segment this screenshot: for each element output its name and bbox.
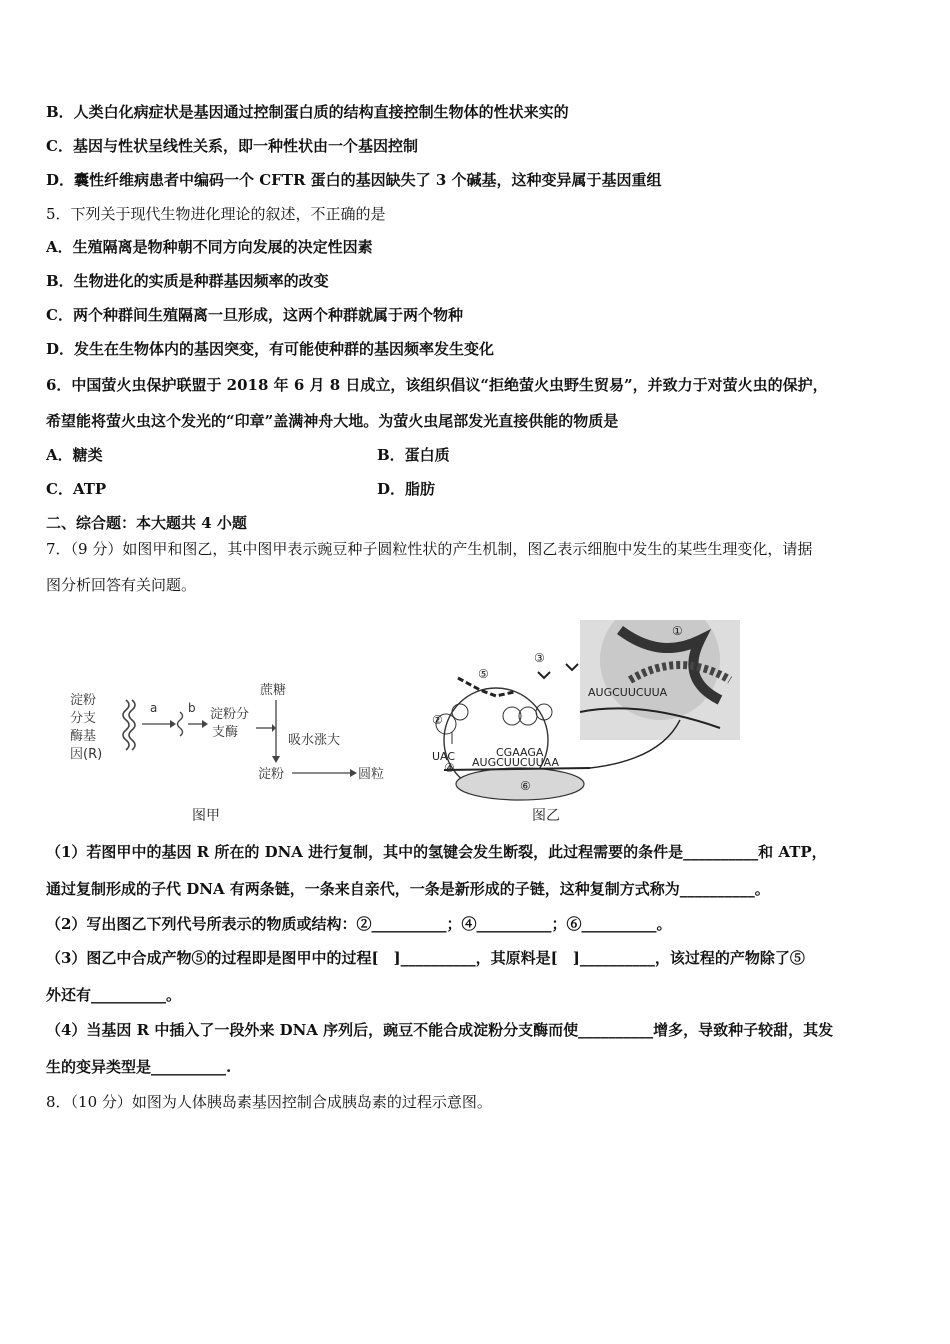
marker-4: ④ — [444, 761, 455, 775]
q5-option-a: A．生殖隔离是物种朝不同方向发展的决定性因素 — [46, 238, 373, 256]
q7-sub4-line1: （4）当基因 R 中插入了一段外来 DNA 序列后，豌豆不能合成淀粉分支酶而使__________增多，导致种子较甜，其发 — [46, 1021, 834, 1039]
q4-option-b: B．人类白化病症状是基因通过控制蛋白质的结构直接控制生物体的性状来实的 — [46, 103, 569, 121]
q7-stem-line2: 图分析回答有关问题。 — [46, 576, 197, 594]
anticodon-1: UAC — [432, 750, 456, 763]
jia-gene-label-2: 分支 — [70, 711, 97, 726]
figure-jia — [70, 682, 384, 824]
q5-option-c: C．两个种群间生殖隔离一旦形成，这两个种群就属于两个物种 — [46, 306, 463, 324]
marker-5: ⑤ — [478, 667, 489, 681]
dna-coil-icon-2 — [129, 700, 135, 750]
q7-sub1-line1: （1）若图甲中的基因 R 所在的 DNA 进行复制，其中的氢键会发生断裂，此过程需要的条件是__________和 ATP， — [46, 843, 827, 861]
seq-top: AUGCUUCUUA — [588, 686, 668, 699]
q6-option-c: C．ATP — [46, 480, 107, 498]
anticodon-2: CGAAGA — [496, 746, 544, 759]
q7-sub1-line2: 通过复制形成的子代 DNA 有两条链，一条来自亲代，一条是新形成的子链，这种复制方式称为__________。 — [46, 880, 770, 898]
trna-2c — [536, 704, 552, 720]
trna-1b — [452, 704, 468, 720]
trna-2b — [519, 707, 537, 725]
absorb-label: 吸水涨大 — [288, 733, 341, 748]
q5-option-b: B．生物进化的实质是种群基因频率的改变 — [46, 272, 329, 290]
round-label: 圆粒 — [358, 767, 385, 782]
q7-stem-line1: 7．（9 分）如图甲和图乙，其中图甲表示豌豆种子圆粒性状的产生机制，图乙表示细胞中发生的某些生理变化，请据 — [46, 540, 813, 558]
jia-caption: 图甲 — [192, 808, 220, 824]
enzyme-label-2: 支酶 — [212, 725, 239, 740]
arrow-b-head — [202, 720, 208, 728]
marker-2: ② — [432, 713, 443, 727]
yi-caption: 图乙 — [532, 808, 560, 824]
arrow-a-label: a — [150, 701, 158, 715]
starch-label: 淀粉 — [258, 767, 285, 782]
q6-option-b: B．蛋白质 — [377, 446, 450, 464]
q7-sub3-line2: 外还有__________。 — [46, 986, 182, 1004]
seq-bottom: AUGCUUCUUAA — [472, 756, 560, 769]
q8-stem: 8．（10 分）如图为人体胰岛素基因控制合成胰岛素的过程示意图。 — [46, 1093, 492, 1111]
jia-gene-label-3: 酶基 — [70, 729, 97, 744]
starch-arrow-head — [350, 769, 357, 777]
q5-stem: 5．下列关于现代生物进化理论的叙述，不正确的是 — [46, 205, 386, 223]
marker-6: ⑥ — [520, 779, 531, 793]
q6-option-a: A．糖类 — [46, 446, 103, 464]
q6-stem-line1: 6．中国萤火虫保护联盟于 2018 年 6 月 8 日成立，该组织倡议“拒绝萤火虫野生贸易”，并致力于对萤火虫的保护， — [46, 376, 828, 394]
q7-sub3-line1: （3）图乙中合成产物⑤的过程即是图甲中的过程[ ]__________，其原料是[ ]__________，该过程的产物除了⑤ — [46, 949, 805, 967]
amino-acid-icon-2 — [566, 664, 578, 670]
section-heading: 二、综合题：本大题共 4 小题 — [46, 514, 247, 532]
q6-stem-line2: 希望能将萤火虫这个发光的“印章”盖满神舟大地。为萤火虫尾部发光直接供能的物质是 — [46, 412, 619, 430]
q4-option-c: C．基因与性状呈线性关系，即一种性状由一个基因控制 — [46, 137, 418, 155]
q7-sub4-line2: 生的变异类型是__________. — [46, 1058, 232, 1076]
q7-sub2: （2）写出图乙下列代号所表示的物质或结构：②__________；④__________；⑥__________。 — [46, 915, 672, 933]
q6-option-d: D．脂肪 — [377, 480, 436, 498]
figure-yi — [432, 620, 740, 824]
mrna-icon — [178, 712, 183, 736]
arrow-b-label: b — [188, 701, 196, 715]
sucrose-arrow-head — [272, 756, 280, 763]
dna-coil-icon — [123, 700, 129, 750]
sucrose-label: 蔗糖 — [260, 683, 287, 698]
jia-gene-label-4: 因(R) — [70, 747, 103, 762]
trna-2 — [503, 707, 521, 725]
q4-option-d: D．囊性纤维病患者中编码一个 CFTR 蛋白的基因缺失了 3 个碱基，这种变异属于基因重组 — [46, 171, 662, 189]
marker-1: ① — [672, 624, 683, 638]
q7-figures — [60, 620, 740, 830]
amino-acid-icon — [538, 672, 550, 678]
q5-option-d: D．发生在生物体内的基因突变，有可能使种群的基因频率发生变化 — [46, 340, 495, 358]
jia-gene-label-1: 淀粉 — [70, 693, 97, 708]
enzyme-label-1: 淀粉分 — [210, 707, 250, 722]
q7-figure-svg — [60, 620, 740, 830]
marker-3: ③ — [534, 651, 545, 665]
arrow-a-head — [170, 720, 176, 728]
